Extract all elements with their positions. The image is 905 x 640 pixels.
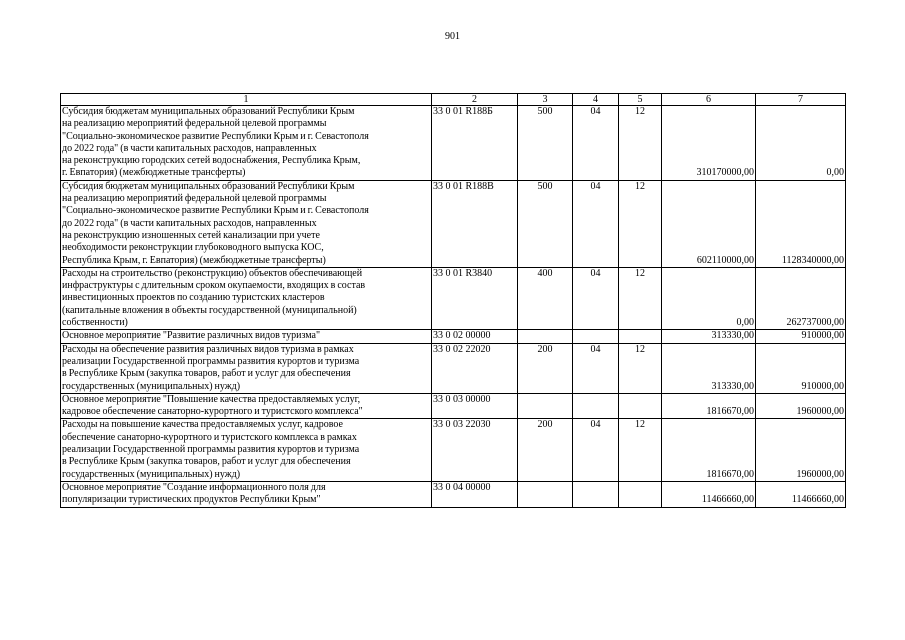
amount-cell-7: 1960000,00: [756, 419, 846, 481]
subsection-cell: [619, 481, 662, 507]
column-header-1: 1: [61, 94, 432, 106]
description-line: Расходы на повышение качества предоставляемых услуг, кадровое: [62, 419, 343, 431]
amount-cell-7: 910000,00: [756, 330, 846, 343]
description-line: Республика Крым, г. Евпатория) (межбюджетные трансферты): [62, 254, 326, 266]
budget-code-cell: 33 0 02 22020: [432, 343, 518, 393]
section-cell: [573, 481, 619, 507]
page-number: 901: [445, 31, 460, 42]
budget-code-cell: 33 0 03 22030: [432, 419, 518, 481]
table-row: [61, 343, 846, 393]
amount-cell-7: 0,00: [756, 106, 846, 181]
description-line: государственных (муниципальных) нужд): [62, 380, 241, 392]
section-cell: [573, 330, 619, 343]
description-line: на реконструкцию изношенных сетей канализации при учете: [62, 229, 320, 241]
column-header-2: 2: [432, 94, 518, 106]
subsection-cell: 12: [619, 343, 662, 393]
description-line: реализации Государственной программы развития курортов и туризма: [62, 444, 360, 456]
expense-type-cell: 400: [518, 267, 573, 329]
section-cell: 04: [573, 267, 619, 329]
description-line: Основное мероприятие "Повышение качества предоставляемых услуг,: [62, 393, 361, 405]
amount-cell-6: 0,00: [662, 267, 756, 329]
table-row: [61, 267, 846, 329]
description-line: Основное мероприятие "Развитие различных видов туризма": [62, 330, 321, 342]
description-line: обеспечение санаторно-курортного и туристского комплекса в рамках: [62, 431, 357, 443]
amount-cell-6: 11466660,00: [662, 481, 756, 507]
column-header-5: 5: [619, 94, 662, 106]
description-line: до 2022 года" (в части капитальных расходов, направленных: [62, 217, 317, 229]
amount-cell-7: 262737000,00: [756, 267, 846, 329]
description-line: на реализацию мероприятий федеральной целевой программы: [62, 193, 327, 205]
row-description: [61, 267, 432, 329]
expense-type-cell: 200: [518, 343, 573, 393]
subsection-cell: 12: [619, 106, 662, 181]
amount-cell-7: 1960000,00: [756, 393, 846, 419]
subsection-cell: 12: [619, 419, 662, 481]
table-row: [61, 330, 846, 343]
expense-type-cell: [518, 481, 573, 507]
description-line: (капитальные вложения в объекты государственной (муниципальной): [62, 304, 357, 316]
expense-type-cell: [518, 330, 573, 343]
amount-cell-6: 313330,00: [662, 343, 756, 393]
description-line: инфраструктуры с длительным сроком окупаемости, входящих в состав: [62, 280, 366, 292]
subsection-cell: 12: [619, 267, 662, 329]
section-cell: 04: [573, 419, 619, 481]
budget-code-cell: 33 0 04 00000: [432, 481, 518, 507]
description-line: собственности): [62, 317, 128, 329]
expense-type-cell: 500: [518, 106, 573, 181]
subsection-cell: [619, 393, 662, 419]
description-line: кадровое обеспечение санаторно-курортного и туристского комплекса": [62, 406, 363, 418]
description-line: реализации Государственной программы развития курортов и туризма: [62, 355, 360, 367]
expense-type-cell: 200: [518, 419, 573, 481]
description-line: "Социально-экономическое развитие Республики Крым и г. Севастополя: [62, 130, 369, 142]
table-row: [61, 419, 846, 481]
amount-cell-7: 1128340000,00: [756, 180, 846, 267]
description-line: "Социально-экономическое развитие Республики Крым и г. Севастополя: [62, 205, 369, 217]
budget-code-cell: 33 0 03 00000: [432, 393, 518, 419]
subsection-cell: 12: [619, 180, 662, 267]
description-line: Расходы на строительство (реконструкцию) объектов обеспечивающей: [62, 267, 363, 279]
amount-cell-7: 910000,00: [756, 343, 846, 393]
section-cell: [573, 393, 619, 419]
amount-cell-6: 1816670,00: [662, 419, 756, 481]
subsection-cell: [619, 330, 662, 343]
column-header-3: 3: [518, 94, 573, 106]
amount-cell-7: 11466660,00: [756, 481, 846, 507]
description-line: на реконструкцию городских сетей водоснабжения, Республика Крым,: [62, 155, 361, 167]
row-description: [61, 180, 432, 267]
budget-code-cell: 33 0 01 R188В: [432, 180, 518, 267]
description-line: Субсидия бюджетам муниципальных образований Республики Крым: [62, 106, 355, 117]
row-description: [61, 393, 432, 419]
row-description: [61, 419, 432, 481]
description-line: г. Евпатория) (межбюджетные трансферты): [62, 167, 246, 179]
table-row: [61, 180, 846, 267]
budget-table: [60, 93, 846, 508]
amount-cell-6: 602110000,00: [662, 180, 756, 267]
section-cell: 04: [573, 180, 619, 267]
description-line: Расходы на обеспечение развития различных видов туризма в рамках: [62, 343, 354, 355]
amount-cell-6: 313330,00: [662, 330, 756, 343]
description-line: необходимости реконструкции глубоководного выпуска КОС,: [62, 242, 324, 254]
column-header-4: 4: [573, 94, 619, 106]
expense-type-cell: 500: [518, 180, 573, 267]
description-line: инвестиционных проектов по созданию туристских кластеров: [62, 292, 325, 304]
budget-code-cell: 33 0 01 R188Б: [432, 106, 518, 181]
description-line: в Республике Крым (закупка товаров, работ и услуг для обеспечения: [62, 456, 351, 468]
table-body: [61, 106, 846, 508]
column-header-7: 7: [756, 94, 846, 106]
description-line: Субсидия бюджетам муниципальных образований Республики Крым: [62, 180, 355, 192]
description-line: государственных (муниципальных) нужд): [62, 468, 241, 480]
description-line: на реализацию мероприятий федеральной целевой программы: [62, 118, 327, 130]
row-description: [61, 343, 432, 393]
row-description: [61, 330, 432, 343]
description-line: популяризации туристических продуктов Республики Крым": [62, 494, 321, 506]
row-description: [61, 106, 432, 181]
header-row: [61, 94, 846, 106]
budget-code-cell: 33 0 02 00000: [432, 330, 518, 343]
description-line: в Республике Крым (закупка товаров, работ и услуг для обеспечения: [62, 368, 351, 380]
description-line: Основное мероприятие "Создание информационного поля для: [62, 481, 326, 493]
description-line: до 2022 года" (в части капитальных расходов, направленных: [62, 142, 317, 154]
table-row: [61, 106, 846, 181]
budget-code-cell: 33 0 01 R3840: [432, 267, 518, 329]
row-description: [61, 481, 432, 507]
amount-cell-6: 1816670,00: [662, 393, 756, 419]
section-cell: 04: [573, 106, 619, 181]
column-header-6: 6: [662, 94, 756, 106]
section-cell: 04: [573, 343, 619, 393]
table-row: [61, 393, 846, 419]
expense-type-cell: [518, 393, 573, 419]
amount-cell-6: 310170000,00: [662, 106, 756, 181]
table-row: [61, 481, 846, 507]
